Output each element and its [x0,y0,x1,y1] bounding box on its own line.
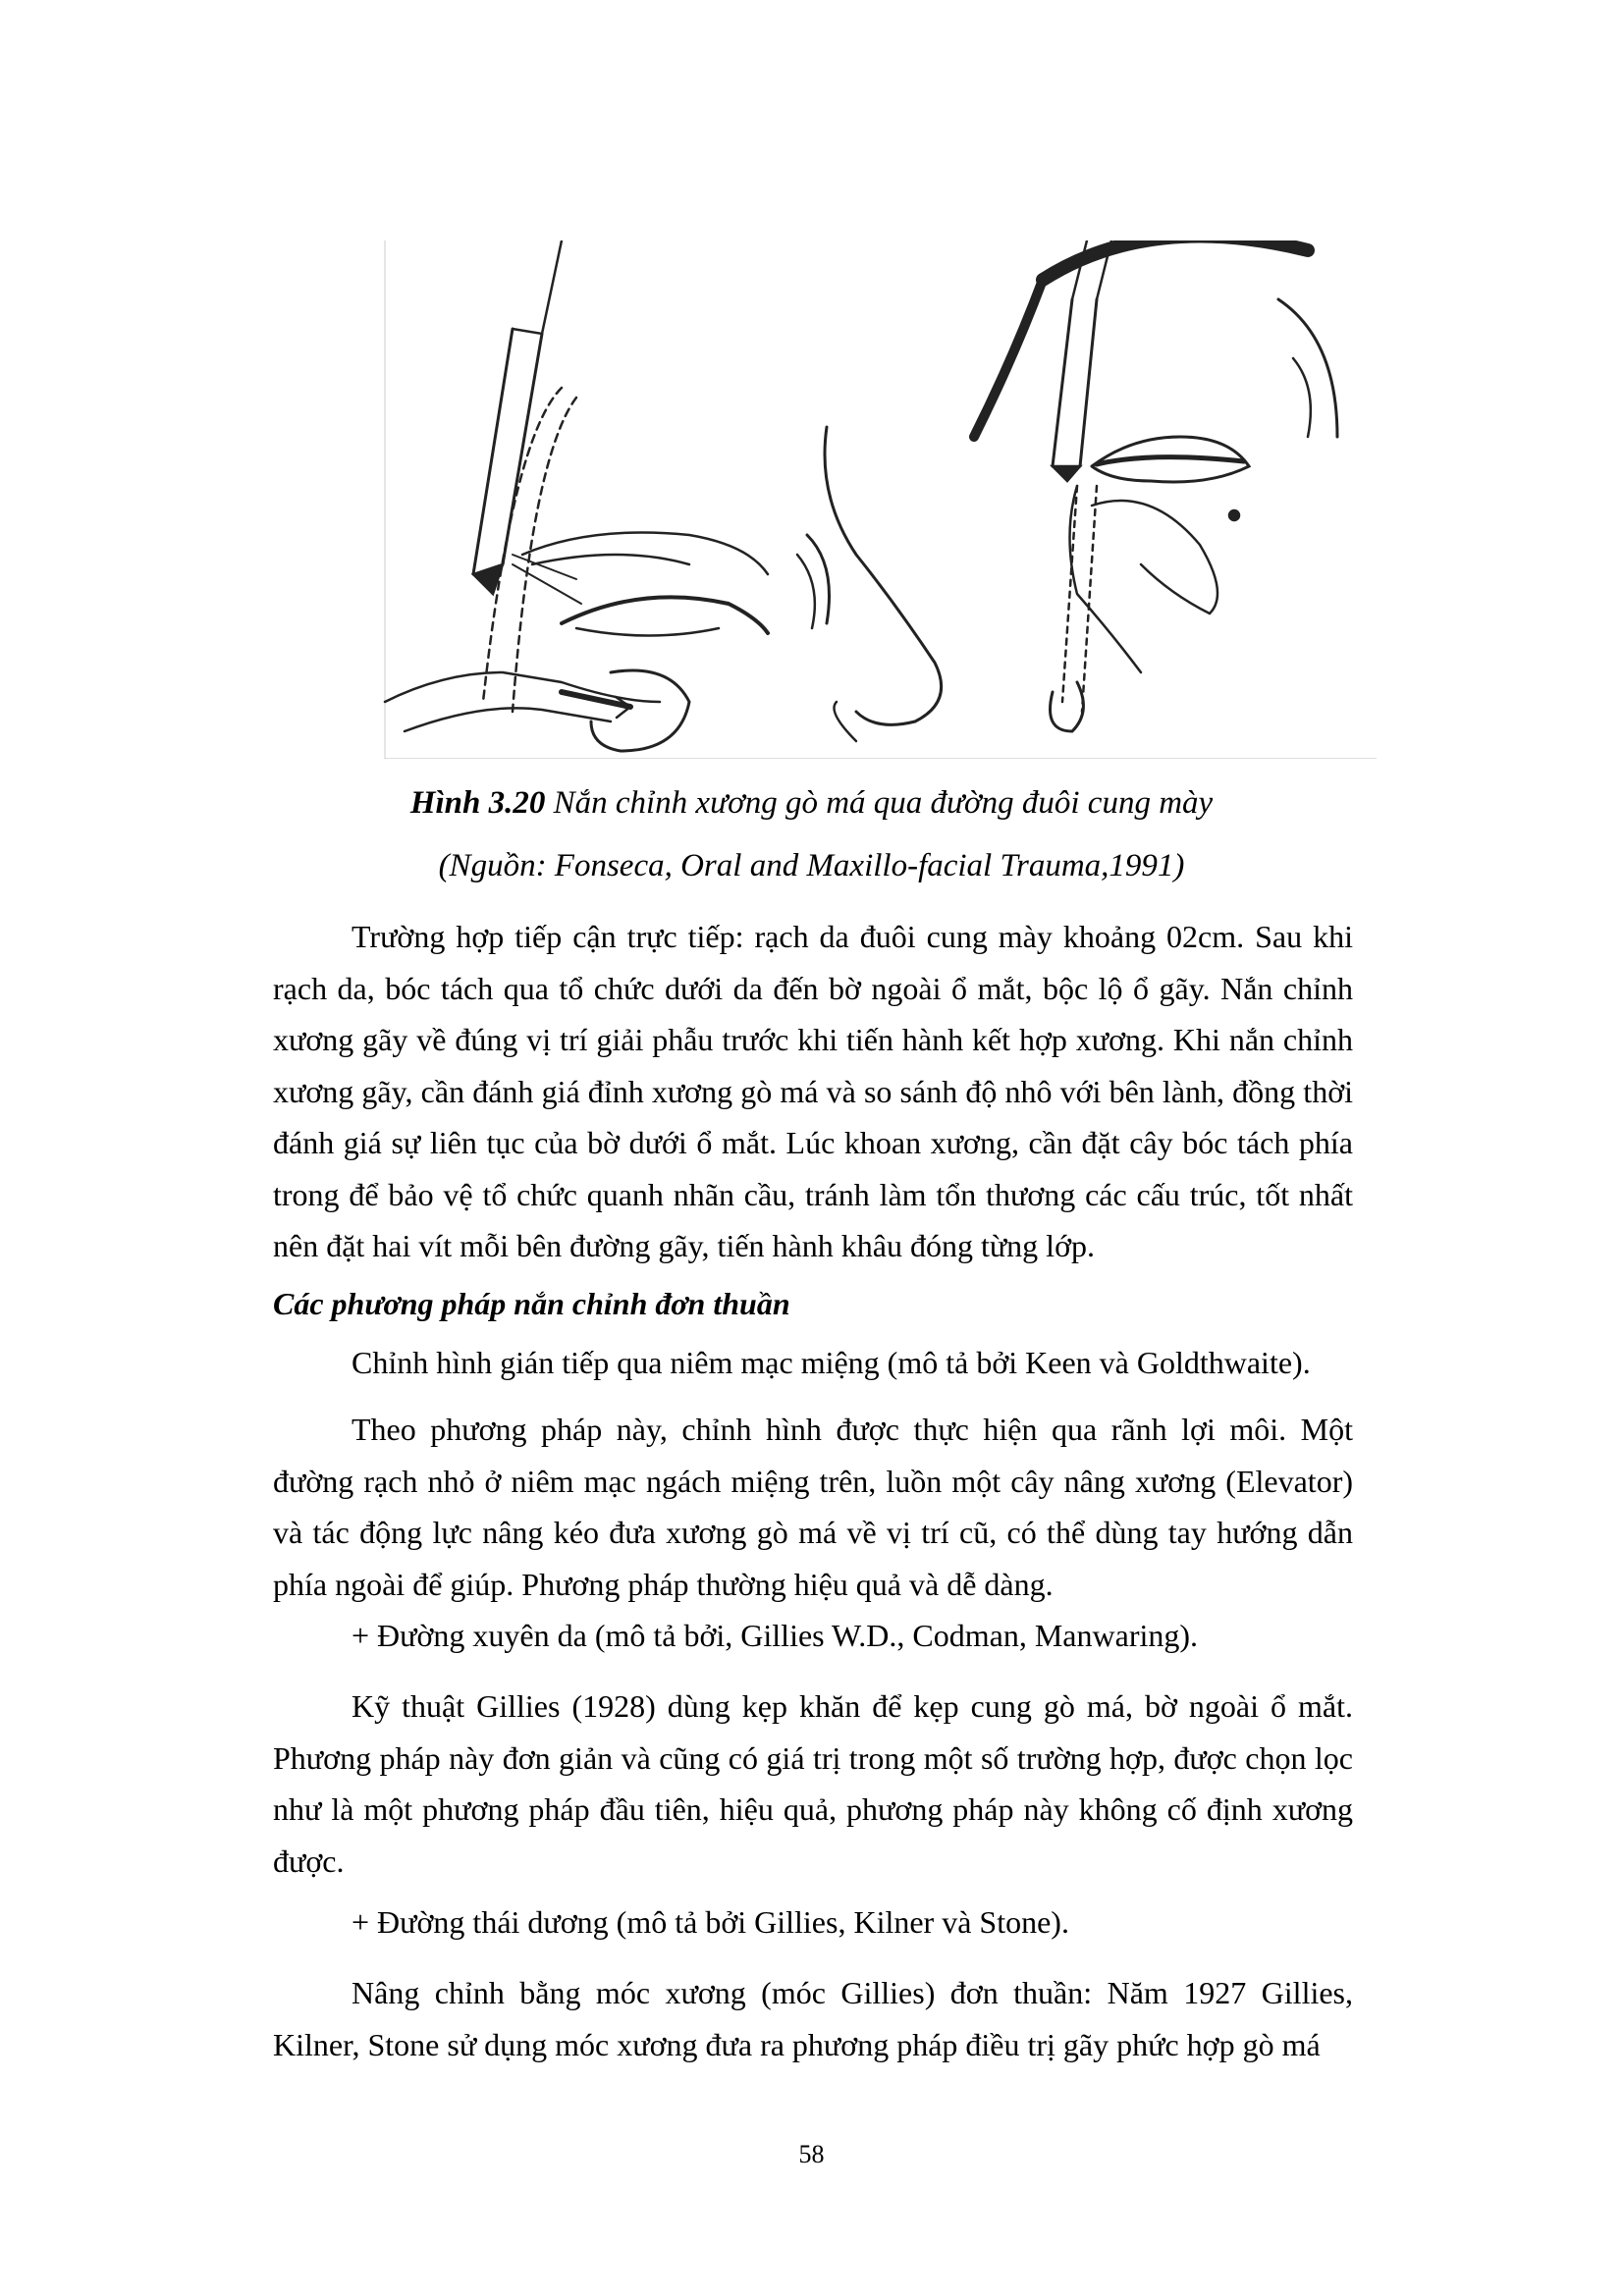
paragraph-transcutaneous: + Đường xuyên da (mô tả bởi, Gillies W.D., Codman, Manwaring). [352,1618,1199,1653]
paragraph-gillies-technique: Kỹ thuật Gillies (1928) dùng kẹp khăn để kẹp cung gò má, bờ ngoài ổ mắt. Phương pháp này đơn giản và cũng có giá trị trong một số trường hợp, được chọn lọc như là một phương pháp đầu tiên, hiệu quả, phương pháp này không cố định xương được. [273,1688,1353,1879]
surgical-sketch-image [365,240,1377,759]
paragraph-intraoral: Chỉnh hình gián tiếp qua niêm mạc miệng (mô tả bởi Keen và Goldthwaite). [352,1345,1311,1380]
figure-illustration [365,240,1377,759]
paragraph-direct-approach: Trường hợp tiếp cận trực tiếp: rạch da đuôi cung mày khoảng 02cm. Sau khi rạch da, bóc tách qua tổ chức dưới da đến bờ ngoài ổ mắt, bộc lộ ổ gãy. Nắn chỉnh xương gãy về đúng vị trí giải phẫu trước khi tiến hành kết hợp xương. Khi nắn chỉnh xương gãy, cần đánh giá đỉnh xương gò má và so sánh độ nhô với bên lành, đồng thời đánh giá sự liên tục của bờ dưới ổ mắt. Lúc khoan xương, cần đặt cây bóc tách phía trong để bảo vệ tổ chức quanh nhãn cầu, tránh làm tổn thương các cấu trúc, tốt nhất nên đặt hai vít mỗi bên đường gãy, tiến hành khâu đóng từng lớp. [273,919,1353,1263]
figure-number: Hình 3.20 [409,785,546,821]
paragraph-method-description: Theo phương pháp này, chỉnh hình được thực hiện qua rãnh lợi môi. Một đường rạch nhỏ ở niêm mạc ngách miệng trên, luồn một cây nâng xương (Elevator) và tác động lực nâng kéo đưa xương gò má về vị trí cũ, có thể dùng tay hướng dẫn phía ngoài để giúp. Phương pháp thường hiệu quả và dễ dàng. [273,1412,1353,1602]
figure-title: Nắn chỉnh xương gò má qua đường đuôi cung mày [545,785,1214,821]
page-number: 58 [798,2140,825,2168]
paragraph-gillies-hook: Nâng chỉnh bằng móc xương (móc Gillies) đơn thuần: Năm 1927 Gillies, Kilner, Stone sử dụng móc xương đưa ra phương pháp điều trị gãy phức hợp gò má [273,1975,1353,2062]
figure-source: (Nguồn: Fonseca, Oral and Maxillo-facial Trauma,1991) [438,848,1185,883]
section-heading: Các phương pháp nắn chỉnh đơn thuần [273,1286,790,1321]
paragraph-temporal: + Đường thái dương (mô tả bởi Gillies, Kilner và Stone). [352,1904,1069,1940]
figure-caption [0,783,1623,823]
